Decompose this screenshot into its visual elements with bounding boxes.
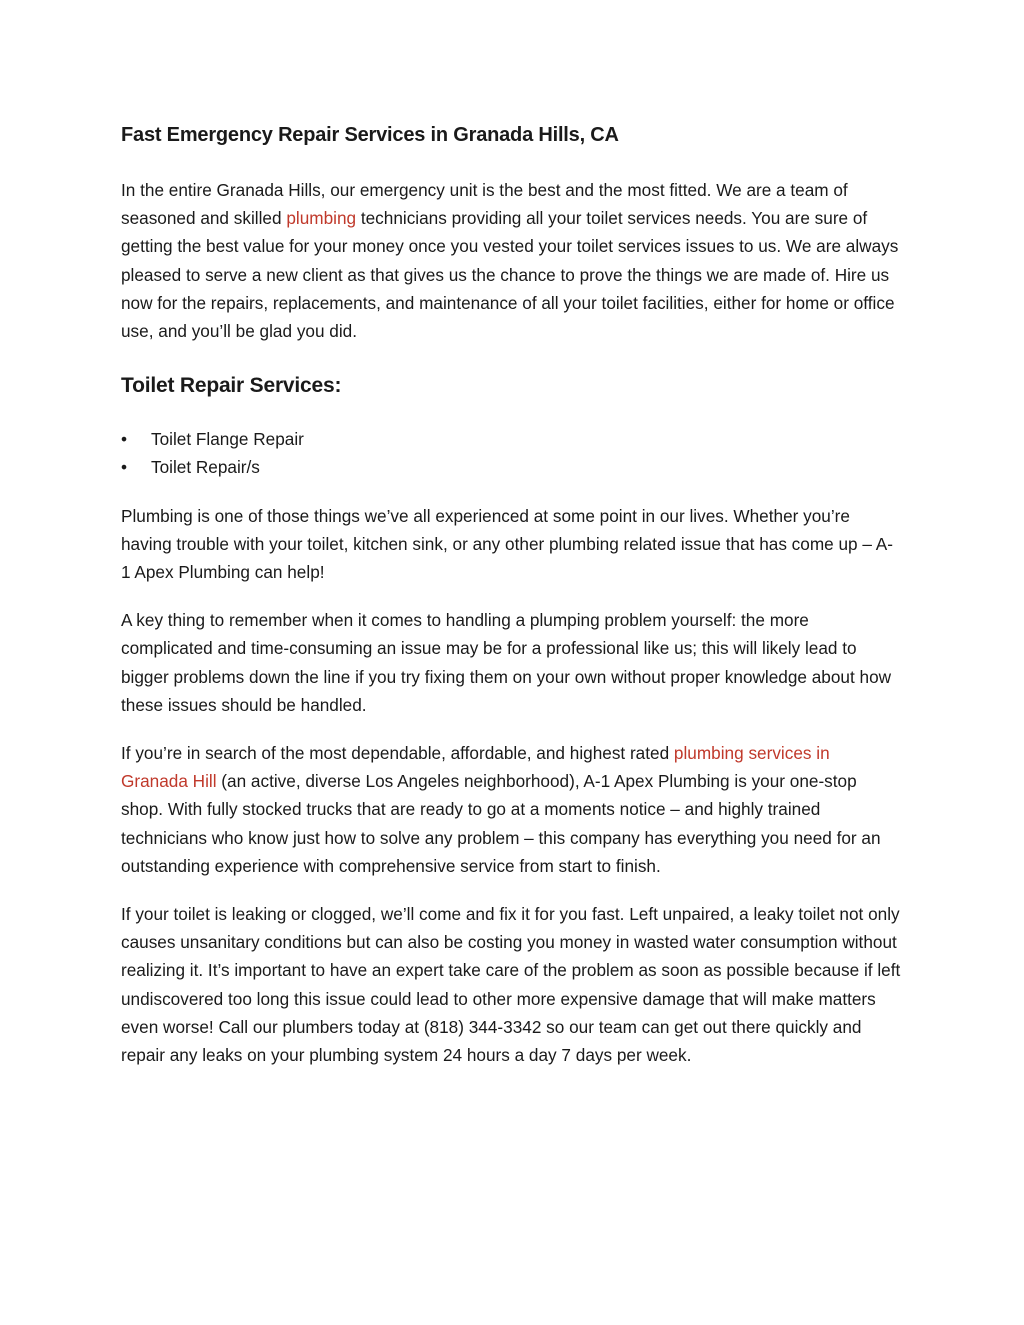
plumbing-link[interactable]: plumbing bbox=[286, 208, 357, 229]
intro-text-end: technicians providing all your toilet services needs. You are sure of getting the best value for your money once you vested your toilet services issues to us. We are always pleased to serve a new client as that gives us the chance to prove the things we are made of. Hire us now for the repairs, replacements, and maintenance of all your toilet facilities, either for home or office use, and you’ll be glad you did. bbox=[121, 208, 899, 342]
list-item bbox=[121, 425, 901, 453]
search-text-start: If you’re in search of the most dependable, affordable, and highest rated bbox=[121, 743, 674, 764]
bullet-icon: • bbox=[121, 457, 128, 478]
services-heading: Toilet Repair Services: bbox=[121, 374, 342, 398]
bullet-icon: • bbox=[121, 429, 128, 450]
page-title: Fast Emergency Repair Services in Granada Hills, CA bbox=[121, 124, 619, 146]
paragraph-search bbox=[121, 739, 901, 880]
list-item bbox=[121, 453, 901, 481]
paragraph-plumbing-intro: Plumbing is one of those things we’ve all experienced at some point in our lives. Whether you’re having trouble with your toilet, kitchen sink, or any other plumbing related issue that has come up – A-1 Apex Plumbing can help! bbox=[121, 505, 893, 583]
services-list bbox=[121, 425, 901, 481]
intro-paragraph bbox=[121, 176, 901, 345]
list-item-label: Toilet Flange Repair bbox=[151, 429, 304, 450]
document-page bbox=[121, 120, 901, 1089]
plumbing-services-link[interactable]: plumbing services in Granada Hill bbox=[121, 743, 830, 792]
list-item-label: Toilet Repair/s bbox=[151, 457, 260, 478]
search-text-end: (an active, diverse Los Angeles neighborhood), A-1 Apex Plumbing is your one-stop shop. With fully stocked trucks that are ready to go at a moments notice – and highly trained technicians who know just how to solve any problem – this company has everything you need for an outstanding experience with comprehensive service from start to finish. bbox=[121, 771, 881, 876]
paragraph-key-thing: A key thing to remember when it comes to handling a plumping problem yourself: the more complicated and time-consuming an issue may be for a professional like us; this will likely lead to bigger problems down the line if you try fixing them on your own without proper knowledge about how these issues should be handled. bbox=[121, 610, 892, 715]
intro-text-start: In the entire Granada Hills, our emergency unit is the best and the most fitted. We are a team of seasoned and skilled bbox=[121, 180, 848, 229]
paragraph-toilet-leak: If your toilet is leaking or clogged, we’ll come and fix it for you fast. Left unpaired, a leaky toilet not only causes unsanitary conditions but can also be costing you money in wasted water consumption without realizing it. It’s important to have an expert take care of the problem as soon as possible because if left undiscovered too long this issue could lead to other more expensive damage that will make matters even worse! Call our plumbers today at (818) 344-3342 so our team can get out there quickly and repair any leaks on your plumbing system 24 hours a day 7 days per week. bbox=[121, 904, 901, 1066]
